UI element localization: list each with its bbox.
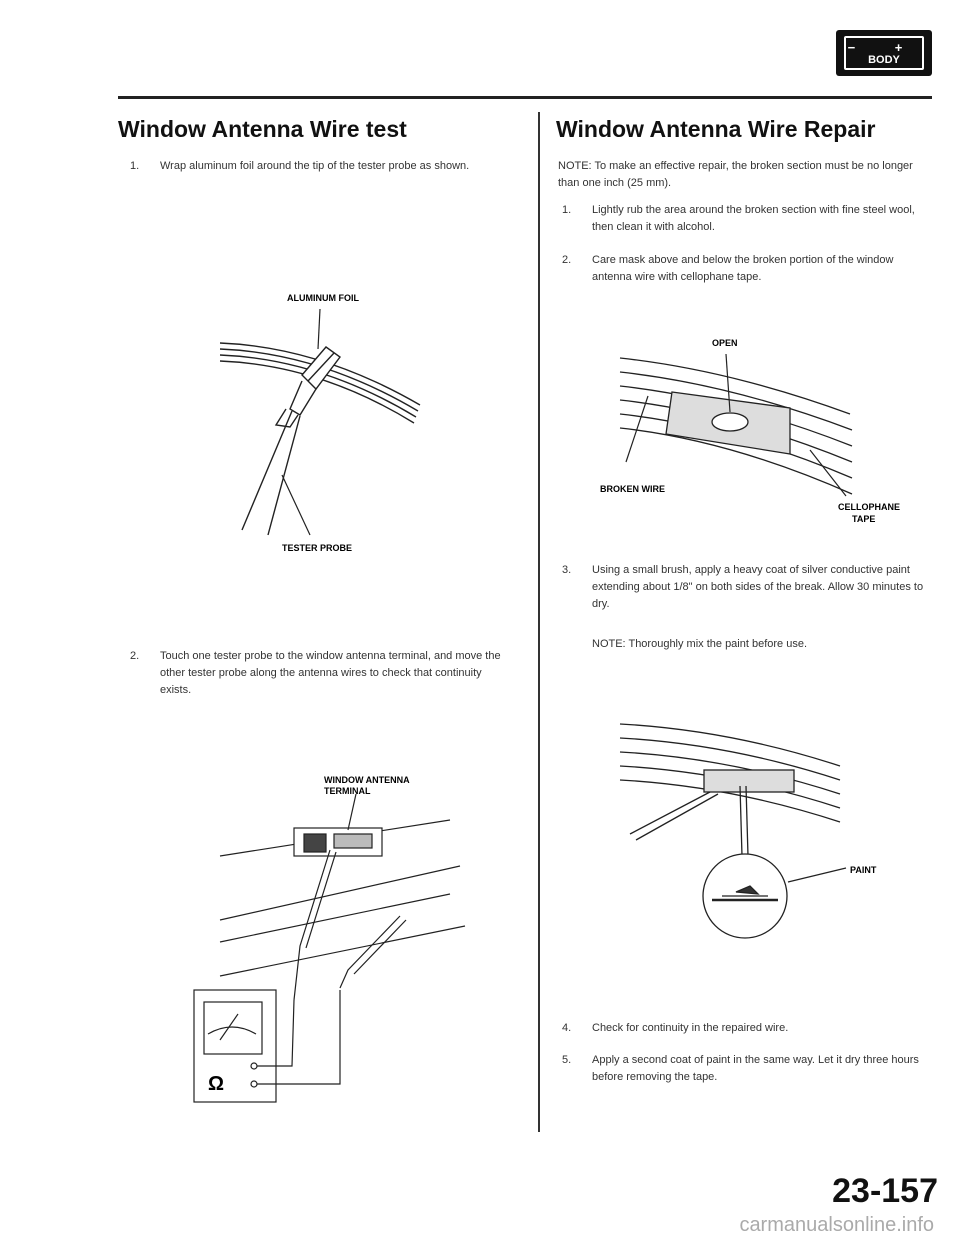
step-text: Check for continuity in the repaired wire. — [592, 1022, 789, 1034]
step-text: Care mask above and below the broken portion of the window antenna wire with cellophane tape. — [592, 254, 894, 283]
right-step-1 — [562, 202, 930, 236]
label-paint: PAINT — [850, 865, 877, 875]
step-number: 2. — [130, 650, 140, 662]
battery-icon — [844, 36, 924, 70]
step-number: 3. — [562, 564, 572, 576]
figure-aluminum-foil-probe — [190, 285, 450, 575]
step-text: Apply a second coat of paint in the same way. Let it dry three hours before removing the tape. — [592, 1054, 919, 1083]
step-text: Touch one tester probe to the window antenna terminal, and move the other tester probe along the antenna wires to check that continuity exists. — [160, 650, 501, 696]
label-terminal: TERMINAL — [324, 786, 371, 796]
step-text: Using a small brush, apply a heavy coat of silver conductive paint extending about 1/8" on both sides of the break. Allow 30 minutes to dry. — [592, 564, 924, 610]
label-tape: TAPE — [852, 514, 876, 524]
label-aluminum-foil: ALUMINUM FOIL — [287, 293, 359, 303]
watermark: carmanualsonline.info — [739, 1214, 934, 1236]
step-number: 4. — [562, 1022, 572, 1034]
left-section-title: Window Antenna Wire test — [118, 116, 407, 142]
figure-broken-wire-tape — [590, 330, 901, 530]
label-broken-wire: BROKEN WIRE — [600, 484, 665, 494]
figure-apply-paint — [600, 710, 910, 960]
label-tester-probe: TESTER PROBE — [282, 543, 353, 553]
figure-window-antenna-terminal — [180, 770, 480, 1140]
left-step-2 — [130, 648, 510, 699]
step-text: Wrap aluminum foil around the tip of the tester probe as shown. — [160, 160, 470, 172]
right-section-title: Window Antenna Wire Repair — [556, 116, 876, 142]
repair-note-length: NOTE: To make an effective repair, the broken section must be no longer than one inch (25 mm). — [558, 160, 913, 189]
right-step-5 — [562, 1052, 930, 1086]
badge-label: BODY — [868, 54, 900, 66]
step-number: 1. — [130, 160, 140, 172]
right-step-2 — [562, 252, 930, 286]
left-step-1 — [130, 158, 510, 175]
repair-note-mix-paint: NOTE: Thoroughly mix the paint before use. — [592, 638, 808, 650]
step-number: 2. — [562, 254, 572, 266]
header-rule — [118, 96, 932, 99]
body-section-badge — [836, 30, 932, 76]
label-cellophane: CELLOPHANE — [838, 502, 901, 512]
step-number: 5. — [562, 1054, 572, 1066]
step-text: Lightly rub the area around the broken section with fine steel wool, then clean it with alcohol. — [592, 204, 915, 233]
ohm-symbol: Ω — [208, 1073, 225, 1095]
right-step-4 — [562, 1020, 930, 1037]
step-number: 1. — [562, 204, 572, 216]
right-step-3 — [562, 562, 930, 613]
label-window-antenna: WINDOW ANTENNA — [324, 775, 410, 785]
label-open: OPEN — [712, 338, 738, 348]
column-divider — [538, 112, 540, 1132]
page-number: 23-157 — [832, 1172, 938, 1210]
battery-terminal-signs: − + — [847, 40, 921, 55]
